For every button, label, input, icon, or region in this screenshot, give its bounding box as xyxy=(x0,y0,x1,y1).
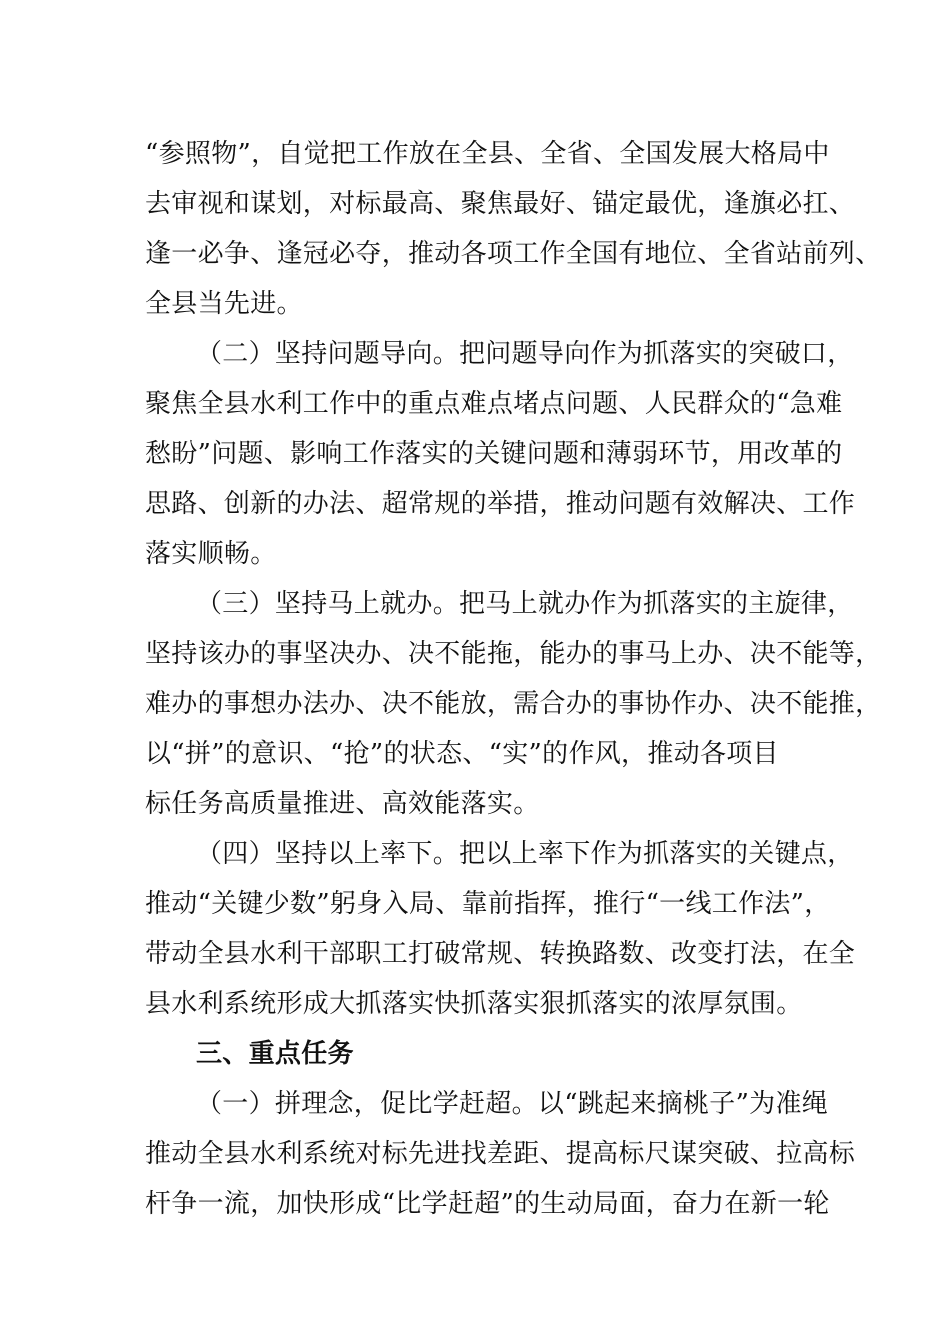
paragraph-line: （四）坚持以上率下。把以上率下作为抓落实的关键点， xyxy=(196,839,854,869)
paragraph-line: 愁盼”问题、影响工作落实的关键问题和薄弱环节，用改革的 xyxy=(145,439,843,469)
paragraph-line: 去审视和谋划，对标最高、聚焦最好、锚定最优，逢旗必扛、 xyxy=(145,189,856,219)
paragraph-line: （一）拼理念，促比学赶超。以“跳起来摘桃子”为准绳 xyxy=(196,1089,829,1119)
paragraph-line: 县水利系统形成大抓落实快抓落实狠抓落实的浓厚氛围。 xyxy=(145,989,803,1019)
paragraph-line: 带动全县水利干部职工打破常规、转换路数、改变打法，在全 xyxy=(145,939,856,969)
paragraph-line: 落实顺畅。 xyxy=(145,539,277,569)
paragraph-line: 聚焦全县水利工作中的重点难点堵点问题、人民群众的“急难 xyxy=(145,389,843,419)
paragraph-line: 坚持该办的事坚决办、决不能拖，能办的事马上办、决不能等， xyxy=(145,639,882,669)
paragraph-line: 推动“关键少数”躬身入局、靠前指挥，推行“一线工作法”， xyxy=(145,889,831,919)
paragraph-line: 推动全县水利系统对标先进找差距、提高标尺谋突破、拉高标 xyxy=(145,1139,856,1169)
paragraph-line: （三）坚持马上就办。把马上就办作为抓落实的主旋律， xyxy=(196,589,854,619)
paragraph-line: 标任务高质量推进、高效能落实。 xyxy=(145,789,540,819)
section-heading: 三、重点任务 xyxy=(196,1039,354,1069)
paragraph-line: （二）坚持问题导向。把问题导向作为抓落实的突破口， xyxy=(196,339,854,369)
paragraph-line: 思路、创新的办法、超常规的举措，推动问题有效解决、工作 xyxy=(145,489,856,519)
paragraph-line: 难办的事想办法办、决不能放，需合办的事协作办、决不能推， xyxy=(145,689,882,719)
paragraph-line: “参照物”，自觉把工作放在全县、全省、全国发展大格局中 xyxy=(145,139,830,169)
paragraph-line: 逢一必争、逢冠必夺，推动各项工作全国有地位、全省站前列、 xyxy=(145,239,882,269)
paragraph-line: 全县当先进。 xyxy=(145,289,303,319)
paragraph-line: 杆争一流，加快形成“比学赶超”的生动局面，奋力在新一轮 xyxy=(145,1189,830,1219)
paragraph-line: 以“拼”的意识、“抢”的状态、“实”的作风，推动各项目 xyxy=(145,739,779,769)
